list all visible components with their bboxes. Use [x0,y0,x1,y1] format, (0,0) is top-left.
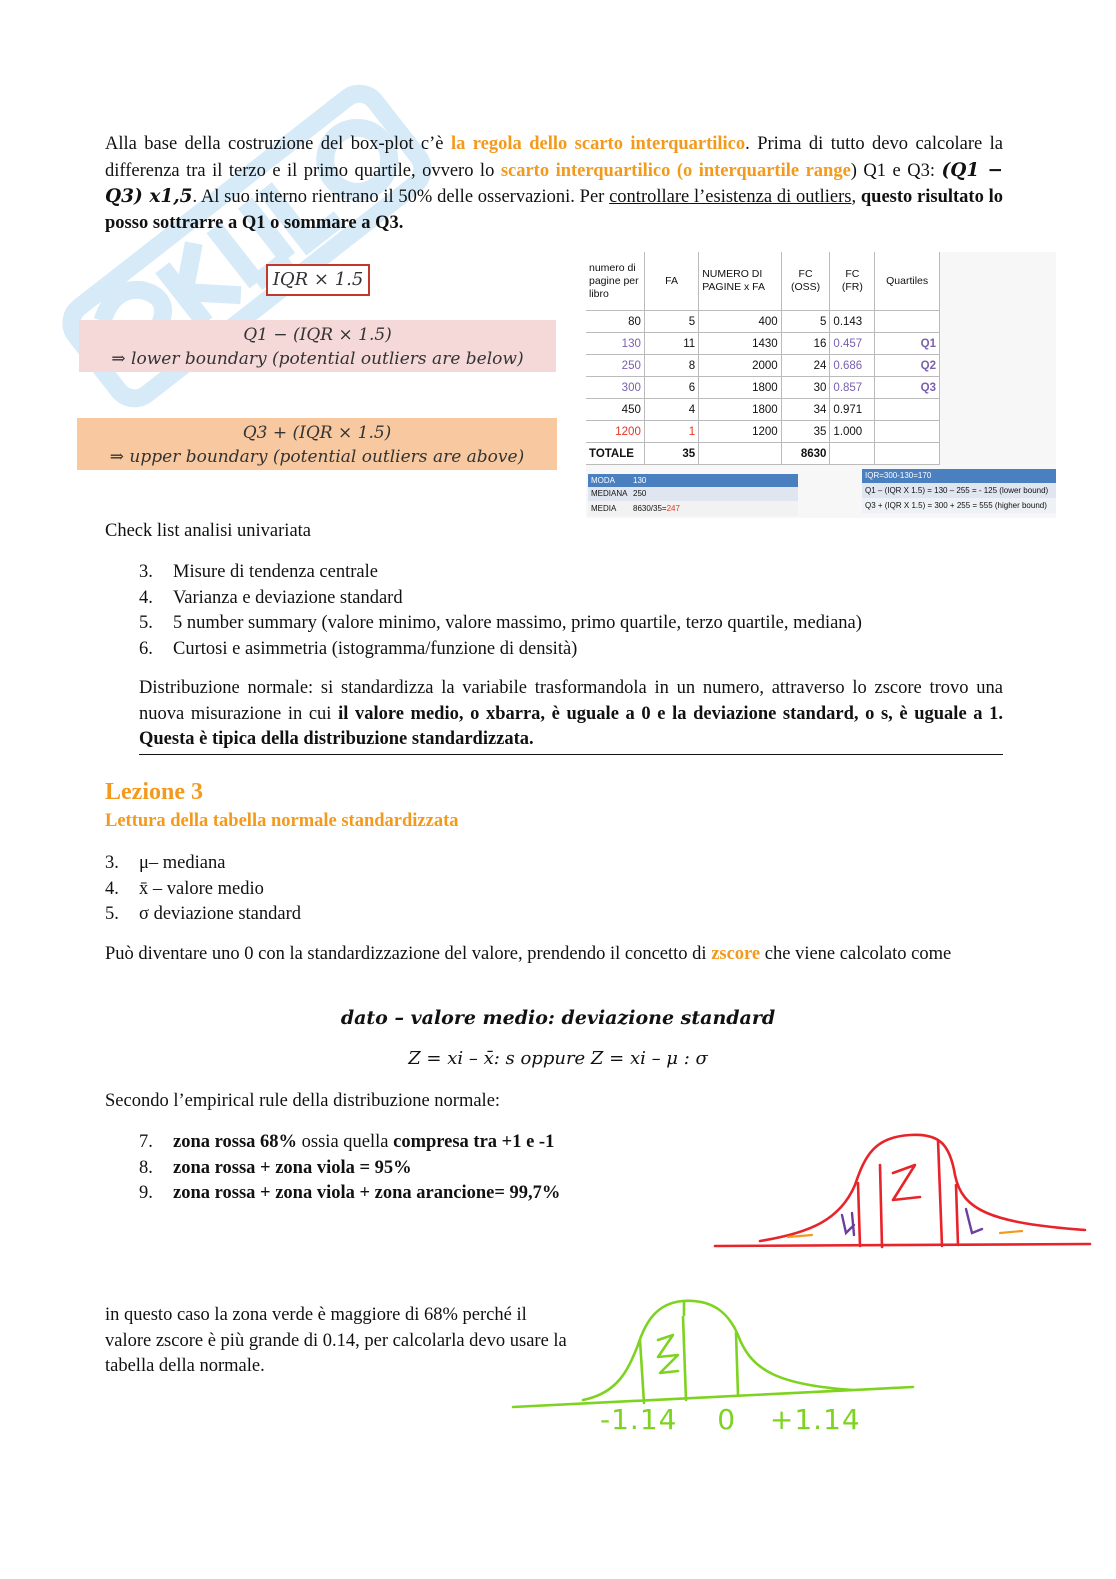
lesson-items [105,851,605,928]
cell: 1 [644,421,698,443]
stat-label: MEDIANA [591,489,628,498]
cell: 8 [644,355,698,377]
list-item [139,611,1019,637]
header-pages-x-fa: NUMERO DI PAGINE x FA [699,252,781,311]
item-text: Varianza e deviazione standard [173,587,403,608]
cell: 300 [586,377,644,399]
cell: 5 [781,311,830,333]
empirical-rule-intro: Secondo l’empirical rule della distribuzione normale: [105,1091,501,1111]
upper-formula: Q3 + (IQR × 1.5) [242,423,392,443]
item-text: Curtosi e asimmetria (istogramma/funzione di densità) [173,638,578,659]
cell: 0.457 [830,333,875,355]
stat-row-mediana [588,487,798,501]
stat-row-media [588,501,798,516]
cell: 0.971 [830,399,875,421]
green-zone-paragraph: in questo caso la zona verde è maggiore di 68% perché il valore zscore è più grande di 0.14, per calcolarla devo usare la tabella della normale. [105,1305,567,1376]
item-text: 5 number summary (valore minimo, valore massimo, primo quartile, terzo quartile, mediana) [173,613,862,633]
table-panel [586,252,1056,518]
cell [699,443,781,465]
iqr-box-title: IQR=300-130=170 [862,469,1056,483]
item-text: σ deviazione standard [139,904,302,924]
zscore-text-a: Può diventare uno 0 con la standardizzazione del valore, prendendo il concetto di [105,944,712,964]
stat-value: 130 [633,476,647,485]
item-number: 5. [105,904,119,924]
intro-highlight-iqr: scarto interquartilico (o interquartile range [500,160,851,181]
zscore-paragraph [105,942,1003,968]
cell: 8630 [781,443,830,465]
red-normal-curve-sketch [710,1125,1100,1255]
table-row [586,311,940,333]
lower-formula: Q1 − (IQR × 1.5) [243,325,392,345]
cell: 1200 [586,421,644,443]
empirical-rules [139,1130,699,1207]
intro-bold: questo risultato lo posso sottrarre a Q1 o sommare a Q3. [105,187,1003,233]
iqr-box [862,469,1056,513]
cell: 130 [586,333,644,355]
cell [875,443,940,465]
formula-zscore: Z = xi – x̄: s oppure Z = xi – μ : σ [408,1048,708,1069]
rule-bold-c: compresa tra +1 e -1 [393,1132,555,1152]
label-zero: 0 [717,1403,737,1436]
cell: 1430 [699,333,781,355]
iqr-formula-text: IQR × 1.5 [272,269,364,290]
iqr-box-line2: Q3 + (IQR X 1.5) = 300 + 255 = 555 (higher bound) [862,498,1056,513]
header-pages: numero di pagine per libro [586,252,644,311]
cell: 24 [781,355,830,377]
item-number: 8. [139,1157,153,1178]
cell: 0.686 [830,355,875,377]
list-item [139,1181,699,1207]
cell: 5 [644,311,698,333]
normal-distribution-paragraph [139,676,1003,755]
pages-table [586,252,940,465]
green-axis-labels [600,1403,861,1436]
cell: 35 [644,443,698,465]
list-item [105,902,605,928]
stat-label: MEDIA [591,504,617,513]
iqr-box-line1: Q1 – (IQR X 1.5) = 130 – 255 = - 125 (lower bound) [862,483,1056,498]
item-number: 9. [139,1183,153,1203]
list-item [105,877,605,903]
item-number: 3. [139,562,153,582]
normal-bold: il valore medio, o xbarra, è uguale a 0 e la deviazione standard, o s, è uguale a 1. Questa è tipica della distribuzione standardizzata. [139,703,1004,749]
lower-boundary-box [79,320,556,372]
cell [830,443,875,465]
cell: TOTALE [586,443,644,465]
cell: 0.857 [830,377,875,399]
checklist-items [139,560,1019,662]
item-number: 4. [139,587,153,608]
cell: Q3 [875,377,940,399]
stat-row-moda [588,474,798,487]
header-fc-oss: FC (OSS) [781,252,830,311]
item-text: μ– mediana [139,853,226,873]
header-fa: FA [644,252,698,311]
rule-bold-a: zona rossa 68% [173,1132,298,1152]
list-item [105,851,605,877]
item-text: Misure di tendenza centrale [173,562,378,582]
stat-value-red: 247 [666,504,680,513]
table-total-row [586,443,940,465]
cell: 0.143 [830,311,875,333]
cell [875,311,940,333]
rule-text: ossia quella [297,1132,394,1152]
checklist-title: Check list analisi univariata [105,521,312,541]
list-item [139,586,1019,612]
table-row [586,333,940,355]
header-quartiles: Quartiles [875,252,940,311]
item-number: 4. [105,878,119,899]
table-row [586,399,940,421]
cell: 450 [586,399,644,421]
list-item [139,637,1019,663]
cell: 80 [586,311,644,333]
item-text: x̄ – valore medio [139,878,264,899]
cell [875,399,940,421]
item-number: 6. [139,638,153,659]
rule-bold-a: zona rossa + zona viola + zona arancione= 99,7% [173,1183,561,1203]
cell: Q2 [875,355,940,377]
table-row [586,355,940,377]
intro-text-g: . Al suo interno rientrano il 50% delle osservazioni. Per [192,187,610,207]
intro-paragraph [105,132,1003,236]
cell: 34 [781,399,830,421]
cell: 16 [781,333,830,355]
intro-highlight-rule: la regola dello scarto interquartilico [450,134,746,154]
item-number: 5. [139,613,153,633]
label-plus: +1.14 [769,1403,861,1436]
cell: 4 [644,399,698,421]
watermark-logo [20,40,480,460]
list-item [139,560,1019,586]
zscore-text-c: che viene calcolato come [760,944,952,964]
cell: 400 [699,311,781,333]
intro-comma: , [851,187,861,207]
cell: 1.000 [830,421,875,443]
item-number: 7. [139,1132,153,1152]
label-minus: -1.14 [600,1403,678,1436]
lower-caption: ⇒ lower boundary (potential outliers are below) [111,349,524,369]
list-item [139,1156,699,1182]
cell [875,421,940,443]
stat-value: 8630/35= [633,504,667,513]
header-fc-fr: FC (FR) [830,252,875,311]
stat-value: 250 [633,489,647,498]
stat-label: MODA [591,476,615,485]
table-row [586,377,940,399]
intro-underline: controllare l’esistenza di outliers [609,187,852,207]
item-number: 3. [105,853,119,873]
intro-text-c: . Prima di tutto devo calcolare la differenza tra il terzo e il primo quartile, ovvero lo [105,134,1003,181]
formula-standardization: dato – valore medio: deviazione standard [340,1007,776,1029]
cell: 30 [781,377,830,399]
iqr-formula-box [266,264,370,296]
cell: 1800 [699,399,781,421]
cell: 6 [644,377,698,399]
stats-box [588,474,798,516]
list-item [139,1130,699,1156]
upper-boundary-box [77,418,557,470]
cell: 11 [644,333,698,355]
cell: 35 [781,421,830,443]
intro-text-a: Alla base della costruzione del box-plot c’è [105,134,451,154]
table-row [586,421,940,443]
cell: 250 [586,355,644,377]
lesson-subtitle: Lettura della tabella normale standardizzata [105,811,459,831]
lesson-title: Lezione 3 [105,779,203,805]
cell: 2000 [699,355,781,377]
cell: 1200 [699,421,781,443]
table-header-row [586,252,940,311]
zscore-highlight: zscore [711,944,761,964]
upper-caption: ⇒ upper boundary (potential outliers are above) [109,447,525,467]
cell: 1800 [699,377,781,399]
rule-bold-a: zona rossa + zona viola = 95% [173,1157,412,1178]
intro-text-e: ) Q1 e Q3: [850,160,942,181]
cell: Q1 [875,333,940,355]
normal-text: Distribuzione normale: si standardizza la variabile trasformandola in un numero, attraverso lo zscore trovo una nuova misurazione in cui [139,678,1003,724]
intro-formula: (Q1 − Q3) x1,5 [105,159,1003,207]
